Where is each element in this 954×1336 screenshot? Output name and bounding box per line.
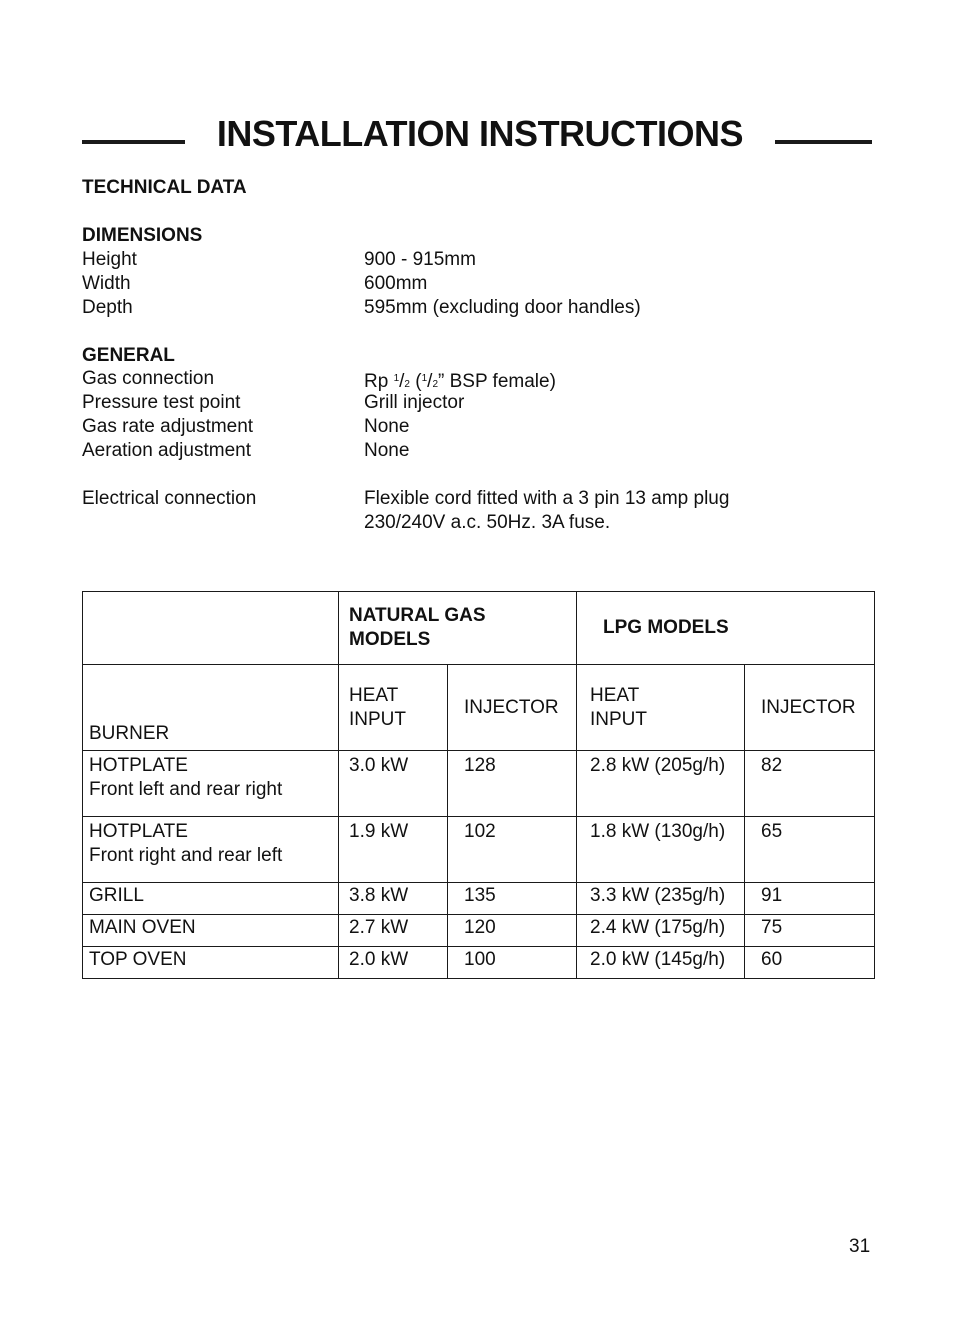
empty-header-cell bbox=[83, 592, 339, 665]
gas-rate-value: None bbox=[364, 416, 410, 437]
table-row bbox=[83, 817, 875, 883]
technical-data-heading: TECHNICAL DATA bbox=[82, 177, 247, 198]
page-title: INSTALLATION INSTRUCTIONS bbox=[216, 113, 744, 154]
table-row bbox=[83, 883, 875, 915]
pressure-test-value: Grill injector bbox=[364, 392, 465, 413]
lpg-heat-input: 2.4 kW (175g/h) bbox=[577, 915, 745, 947]
lpg-header: LPG MODELS bbox=[577, 592, 875, 665]
burner-name: HOTPLATE Front right and rear left bbox=[83, 817, 339, 883]
ng-injector: 128 bbox=[448, 751, 577, 817]
natural-gas-header: NATURAL GAS MODELS bbox=[339, 592, 577, 665]
aeration-value: None bbox=[364, 440, 410, 461]
burner-name: GRILL bbox=[83, 883, 339, 915]
ng-heat-input: 3.0 kW bbox=[339, 751, 448, 817]
title-rule-left bbox=[82, 140, 185, 144]
burner-name: TOP OVEN bbox=[83, 947, 339, 979]
burner-name: MAIN OVEN bbox=[83, 915, 339, 947]
gas-connection-value: Rp $^1$/2 ($^1$/2” BSP female) bbox=[364, 371, 556, 392]
ng-heat-input: 2.7 kW bbox=[339, 915, 448, 947]
lpg-injector: 75 bbox=[745, 915, 875, 947]
table-header-row bbox=[83, 592, 875, 665]
depth-label: Depth bbox=[82, 297, 133, 318]
ng-injector-header: INJECTOR bbox=[448, 665, 577, 751]
ng-heat-input-header: HEAT INPUT bbox=[339, 665, 448, 751]
gas-rate-label: Gas rate adjustment bbox=[82, 416, 254, 437]
burner-header: BURNER bbox=[83, 665, 339, 751]
page-number: 31 bbox=[849, 1236, 871, 1257]
ng-heat-input: 2.0 kW bbox=[339, 947, 448, 979]
width-label: Width bbox=[82, 273, 131, 294]
burner-name: HOTPLATE Front left and rear right bbox=[83, 751, 339, 817]
table-subheader-row bbox=[83, 665, 875, 751]
electrical-value-line1: Flexible cord fitted with a 3 pin 13 amp plug bbox=[364, 488, 730, 509]
lpg-heat-input: 1.8 kW (130g/h) bbox=[577, 817, 745, 883]
table-row bbox=[83, 751, 875, 817]
lpg-heat-input: 2.0 kW (145g/h) bbox=[577, 947, 745, 979]
ng-injector: 102 bbox=[448, 817, 577, 883]
aeration-label: Aeration adjustment bbox=[82, 440, 251, 461]
ng-heat-input: 1.9 kW bbox=[339, 817, 448, 883]
burner-table bbox=[82, 591, 875, 979]
dimensions-heading: DIMENSIONS bbox=[82, 225, 203, 246]
lpg-heat-input: 2.8 kW (205g/h) bbox=[577, 751, 745, 817]
ng-injector: 135 bbox=[448, 883, 577, 915]
lpg-injector: 60 bbox=[745, 947, 875, 979]
depth-value: 595mm (excluding door handles) bbox=[364, 297, 641, 318]
width-value: 600mm bbox=[364, 273, 428, 294]
lpg-injector: 65 bbox=[745, 817, 875, 883]
ng-heat-input: 3.8 kW bbox=[339, 883, 448, 915]
height-label: Height bbox=[82, 249, 137, 270]
electrical-value-line2: 230/240V a.c. 50Hz. 3A fuse. bbox=[364, 512, 611, 533]
lpg-heat-input: 3.3 kW (235g/h) bbox=[577, 883, 745, 915]
title-rule-right bbox=[775, 140, 872, 144]
general-heading: GENERAL bbox=[82, 345, 175, 366]
table-row bbox=[83, 947, 875, 979]
table-row bbox=[83, 915, 875, 947]
gas-connection-label: Gas connection bbox=[82, 368, 215, 389]
lpg-injector: 82 bbox=[745, 751, 875, 817]
lpg-heat-input-header: HEAT INPUT bbox=[577, 665, 745, 751]
pressure-test-label: Pressure test point bbox=[82, 392, 241, 413]
ng-injector: 100 bbox=[448, 947, 577, 979]
lpg-injector: 91 bbox=[745, 883, 875, 915]
height-value: 900 - 915mm bbox=[364, 249, 476, 270]
lpg-injector-header: INJECTOR bbox=[745, 665, 875, 751]
electrical-label: Electrical connection bbox=[82, 488, 257, 509]
ng-injector: 120 bbox=[448, 915, 577, 947]
